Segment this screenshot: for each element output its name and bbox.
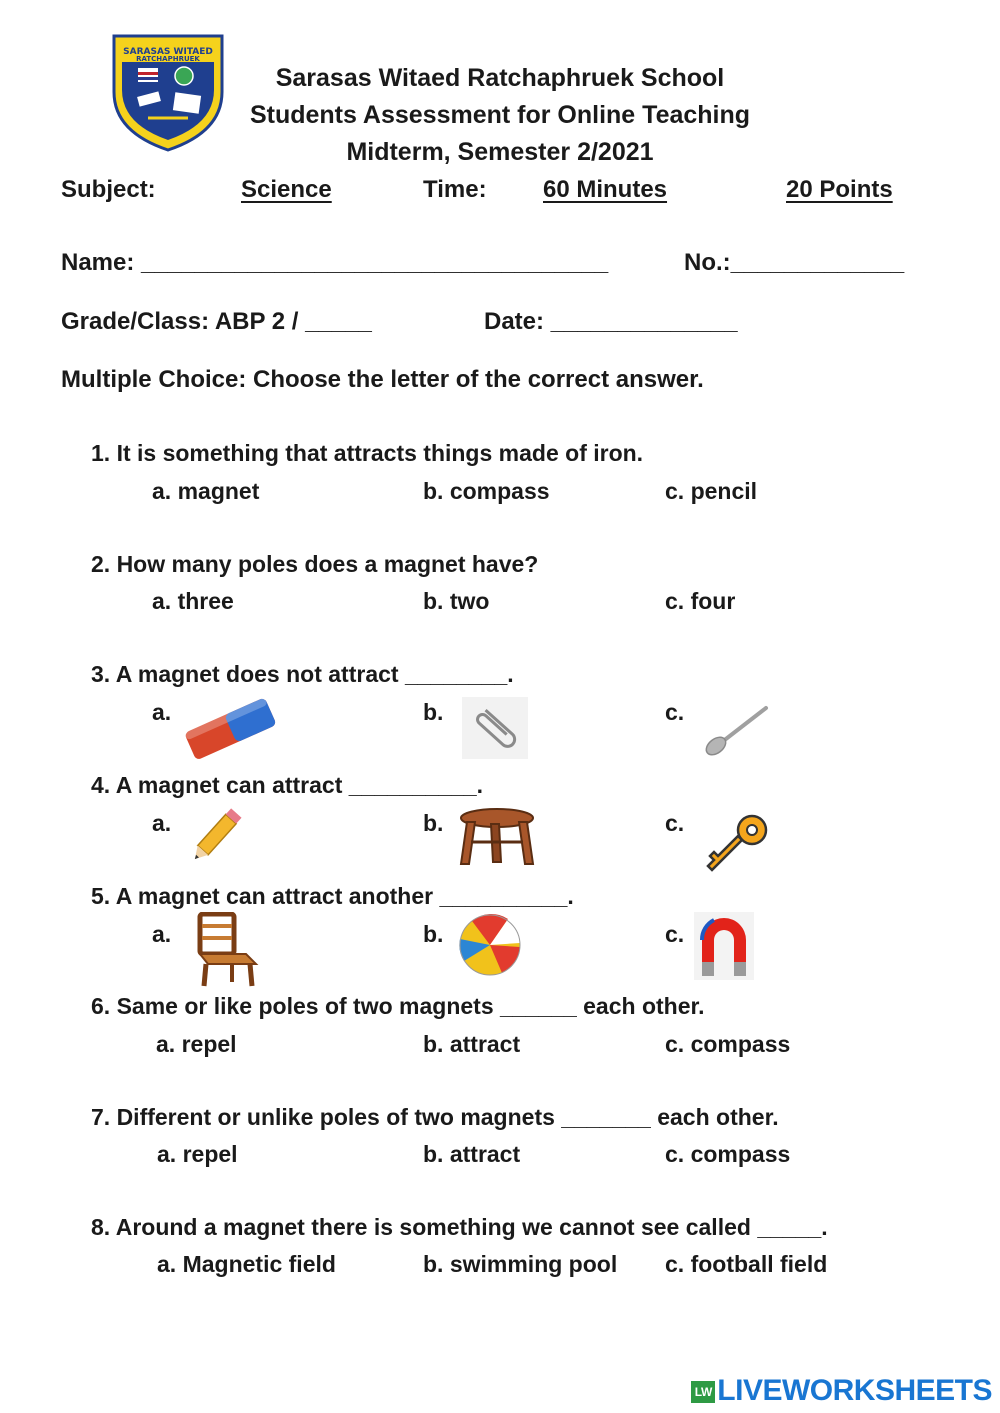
name-field[interactable]: Name: ___________________________________: [61, 249, 609, 276]
q3-option-c[interactable]: c.: [665, 699, 685, 725]
liveworksheets-logo-icon: LW: [691, 1381, 715, 1403]
logo-text-top: SARASAS WITAED: [123, 47, 213, 57]
paper-clip-image[interactable]: [462, 697, 528, 759]
stool-image[interactable]: [457, 806, 537, 868]
q5-option-c[interactable]: c.: [665, 921, 685, 947]
number-field[interactable]: No.:_____________: [684, 249, 905, 276]
question-3: 3. A magnet does not attract ________.: [91, 661, 514, 687]
time-value: 60 Minutes: [543, 176, 668, 203]
q5-option-a[interactable]: a.: [152, 921, 172, 947]
grade-class-field[interactable]: Grade/Class: ABP 2 / _____: [61, 308, 372, 335]
date-field[interactable]: Date: ______________: [484, 308, 738, 335]
subject-value: Science: [241, 176, 332, 203]
question-6: 6. Same or like poles of two magnets ______ each other.: [91, 993, 705, 1019]
logo-text-bottom: RATCHAPHRUEK: [136, 55, 200, 63]
q8-option-b[interactable]: b. swimming pool: [423, 1251, 618, 1277]
q8-option-c[interactable]: c. football field: [665, 1251, 828, 1277]
liveworksheets-wordmark: LIVEWORKSHEETS: [717, 1374, 992, 1407]
q6-option-c[interactable]: c. compass: [665, 1031, 791, 1057]
q4-option-a[interactable]: a.: [152, 810, 172, 836]
horseshoe-magnet-image[interactable]: [694, 912, 754, 980]
q8-option-a[interactable]: a. Magnetic field: [157, 1251, 336, 1277]
q1-option-a[interactable]: a. magnet: [152, 478, 260, 504]
beach-ball-image[interactable]: [458, 913, 522, 977]
question-4: 4. A magnet can attract __________.: [91, 772, 484, 798]
question-1: 1. It is something that attracts things made of iron.: [91, 440, 644, 466]
question-2: 2. How many poles does a magnet have?: [91, 551, 539, 577]
q6-option-a[interactable]: a. repel: [156, 1031, 237, 1057]
term-title: Midterm, Semester 2/2021: [346, 138, 654, 166]
pencil-image[interactable]: [183, 802, 251, 870]
q7-option-a[interactable]: a. repel: [157, 1141, 238, 1167]
instructions: Multiple Choice: Choose the letter of the correct answer.: [61, 366, 704, 393]
q5-option-b[interactable]: b.: [423, 921, 444, 947]
spoon-image[interactable]: [700, 700, 772, 758]
question-7: 7. Different or unlike poles of two magnets _______ each other.: [91, 1104, 779, 1130]
chair-image[interactable]: [192, 912, 262, 988]
time-label: Time:: [423, 176, 487, 203]
q3-option-b[interactable]: b.: [423, 699, 444, 725]
q4-option-b[interactable]: b.: [423, 810, 444, 836]
q2-option-b[interactable]: b. two: [423, 588, 490, 614]
q7-option-c[interactable]: c. compass: [665, 1141, 791, 1167]
key-image[interactable]: [704, 812, 770, 874]
question-8: 8. Around a magnet there is something we cannot see called _____.: [91, 1214, 828, 1240]
q2-option-c[interactable]: c. four: [665, 588, 736, 614]
q3-option-a[interactable]: a.: [152, 699, 172, 725]
points-value: 20 Points: [786, 176, 893, 203]
q1-option-b[interactable]: b. compass: [423, 478, 550, 504]
eraser-image[interactable]: [180, 690, 280, 766]
q4-option-c[interactable]: c.: [665, 810, 685, 836]
q2-option-a[interactable]: a. three: [152, 588, 234, 614]
liveworksheets-watermark[interactable]: [691, 1374, 992, 1408]
question-5: 5. A magnet can attract another __________.: [91, 883, 574, 909]
school-name: Sarasas Witaed Ratchaphruek School: [275, 64, 725, 92]
q1-option-c[interactable]: c. pencil: [665, 478, 758, 504]
assessment-title: Students Assessment for Online Teaching: [249, 101, 751, 129]
subject-label: Subject:: [61, 176, 156, 203]
q6-option-b[interactable]: b. attract: [423, 1031, 521, 1057]
q7-option-b[interactable]: b. attract: [423, 1141, 521, 1167]
